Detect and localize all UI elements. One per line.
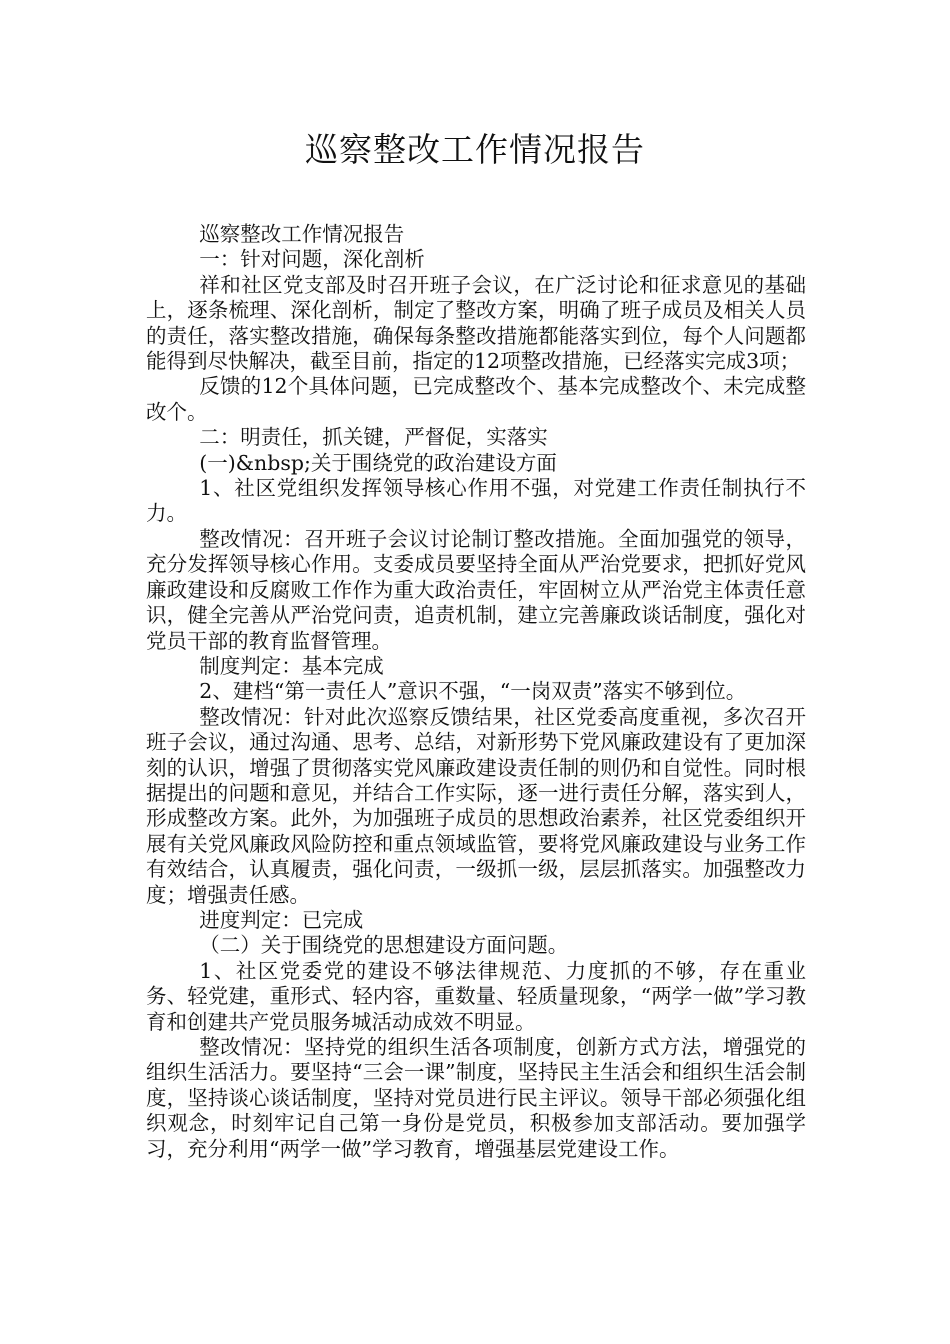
document-title: 巡察整改工作情况报告 bbox=[305, 130, 645, 169]
paragraph: 整改情况：召开班子会议讨论制订整改措施。全面加强党的领导，充分发挥领导核心作用。支委成员要坚持全面从严治党要求，把抓好党风廉政建设和反腐败工作作为重大政治责任，牢固树立从严治党主体责任意识，健全完善从严治党问责，追责机制，建立完善廉政谈话制度，强化对党员干部的教育监督管理。 bbox=[146, 526, 806, 653]
paragraph: 1、社区党组织发挥领导核心作用不强，对党建工作责任制执行不力。 bbox=[146, 476, 806, 526]
paragraph-subtitle: 巡察整改工作情况报告 bbox=[199, 222, 405, 246]
paragraph: 反馈的12个具体问题，已完成整改个、基本完成整改个、未完成整改个。 bbox=[146, 374, 806, 424]
paragraph: 祥和社区党支部及时召开班子会议，在广泛讨论和征求意见的基础上，逐条梳理、深化剖析，制定了整改方案，明确了班子成员及相关人员的责任，落实整改措施，确保每条整改措施都能落实到位，每个人问题都能得到尽快解决，截至目前，指定的12项整改措施，已经落实完成3项； bbox=[146, 272, 806, 374]
paragraph: 1、社区党委党的建设不够法律规范、力度抓的不够，存在重业务、轻党建，重形式、轻内容，重数量、轻质量现象，“两学一做”学习教育和创建共产党员服务城活动成效不明显。 bbox=[146, 958, 806, 1034]
paragraph-subsection-heading: (一)&nbsp;关于围绕党的政治建设方面 bbox=[199, 450, 557, 475]
paragraph-judgement: 进度判定：已完成 bbox=[199, 907, 364, 932]
paragraph-subsection-heading: （二）关于围绕党的思想建设方面问题。 bbox=[199, 933, 569, 958]
document-body bbox=[146, 222, 806, 1162]
paragraph-section-heading: 二：明责任，抓关键，严督促，实落实 bbox=[199, 425, 548, 450]
paragraph-judgement: 制度判定：基本完成 bbox=[199, 653, 384, 678]
paragraph: 整改情况：针对此次巡察反馈结果，社区党委高度重视，多次召开班子会议，通过沟通、思考、总结，对新形势下党风廉政建设有了更加深刻的认识，增强了贯彻落实党风廉政建设责任制的则仍和自觉性。同时根据提出的问题和意见，并结合工作实际，逐一进行责任分解，落实到人，形成整改方案。此外，为加强班子成员的思想政治素养，社区党委组织开展有关党风廉政风险防控和重点领域监管，要将党风廉政建设与业务工作有效结合，认真履责，强化问责，一级抓一级，层层抓落实。加强整改力度；增强责任感。 bbox=[146, 704, 806, 907]
paragraph-section-heading: 一：针对问题，深化剖析 bbox=[199, 247, 425, 272]
paragraph: 2、建档“第一责任人”意识不强，“一岗双责”落实不够到位。 bbox=[199, 679, 747, 704]
paragraph: 整改情况：坚持党的组织生活各项制度，创新方式方法，增强党的组织生活活力。要坚持“三会一课”制度，坚持民主生活会和组织生活会制度，坚持谈心谈话制度，坚持对党员进行民主评议。领导干部必须强化组织观念，时刻牢记自己第一身份是党员，积极参加支部活动。要加强学习，充分利用“两学一做”学习教育，增强基层党建设工作。 bbox=[146, 1035, 806, 1161]
